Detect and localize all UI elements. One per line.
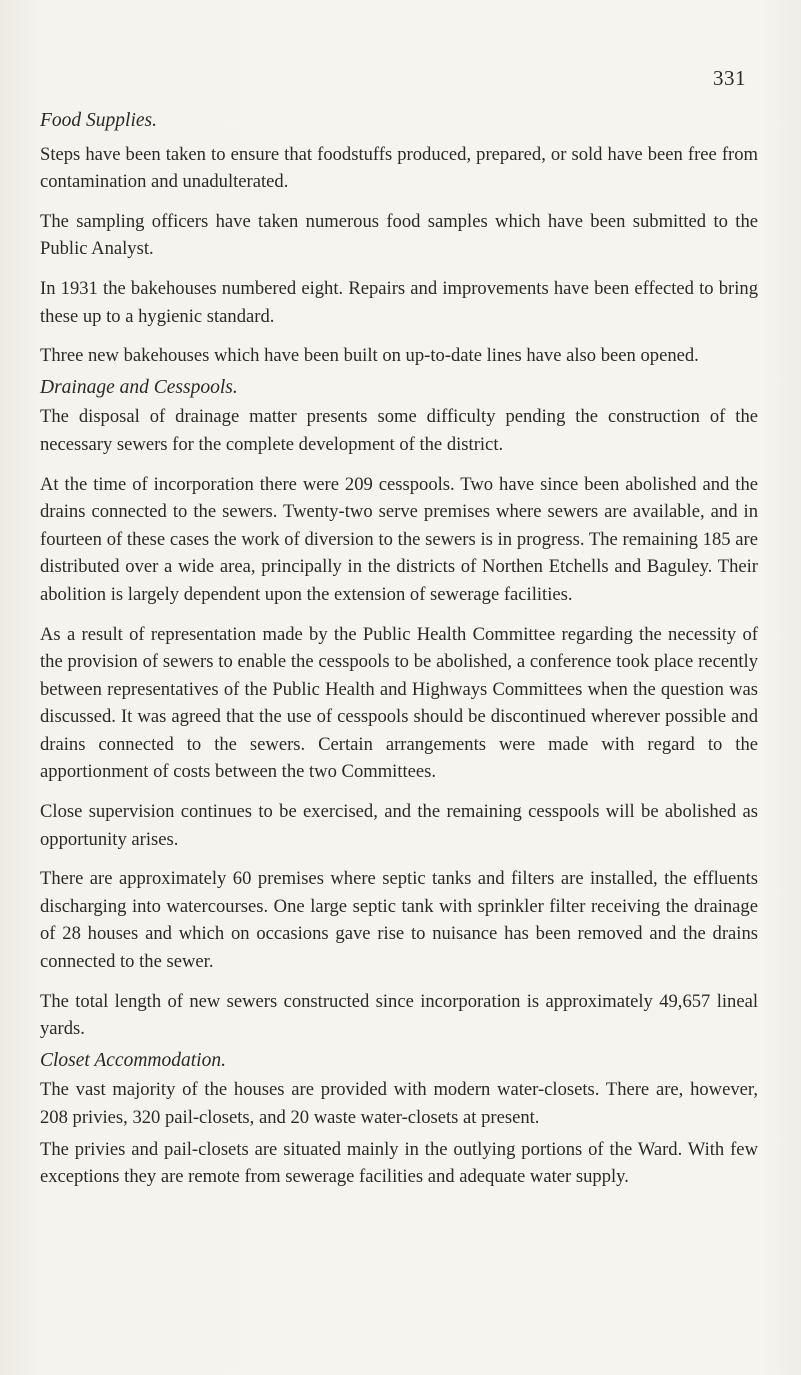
paragraph: The total length of new sewers constructed since incorporation is approximately 49,657 lineal yards. [40,990,758,1040]
paragraph: The vast majority of the houses are provided with modern water-closets. There are, however, 208 privies, 320 pail-closets, and 20 waste water-closets at present. [40,1079,758,1128]
section-heading: Drainage and Cesspools. [40,376,238,398]
paragraph: As a result of representation made by the Public Health Committee regarding the necessity of the provision of sewers to enable the cesspools to be abolished, a conference took place recently between representatives of the Public Health and Highways Committees when the question was discussed. It was agreed that the use of cesspools should be discontinued wherever possible and drains connected to the sewers. Certain arrangements were made with regard to the apportionment of costs between the two Committees. [40,623,758,783]
paragraph: Steps have been taken to ensure that foodstuffs produced, prepared, or sold have been free from contamination and unadulterated. [40,143,758,193]
paragraph: At the time of incorporation there were 209 cesspools. Two have since been abolished and the drains connected to the sewers. Twenty-two serve premises where sewers are available, and in fourteen of these cases the work of diversion to the sewers is in progress. The remaining 185 are distributed over a wide area, principally in the districts of Northen Etchells and Baguley. Their abolition is largely dependent upon the extension of sewerage facilities. [40,473,758,605]
section-heading: Food Supplies. [40,110,157,131]
paragraph: The disposal of drainage matter presents some difficulty pending the construction of the necessary sewers for the complete development of the district. [40,406,758,455]
section-closet-accommodation [40,1047,758,1191]
section-drainage-cesspools [40,374,758,1043]
paragraph: The sampling officers have taken numerous food samples which have been submitted to the Public Analyst. [40,210,758,260]
paragraph: In 1931 the bakehouses numbered eight. Repairs and improvements have been effected to bring these up to a hygienic standard. [40,277,758,327]
paragraph: Three new bakehouses which have been built on up-to-date lines have also been opened. [40,345,699,367]
document-body [40,107,758,1203]
paragraph: There are approximately 60 premises where septic tanks and filters are installed, the effluents discharging into watercourses. One large septic tank with sprinkler filter receiving the drainage of 28 houses and which on occasions gave rise to nuisance has been removed and the drains connected to the sewer. [40,868,758,973]
paragraph: The privies and pail-closets are situated mainly in the outlying portions of the Ward. With few exceptions they are remote from sewerage facilities and adequate water supply. [40,1138,758,1188]
section-heading: Closet Accommodation. [40,1049,226,1071]
page-number: 331 [713,66,746,90]
paragraph: Close supervision continues to be exercised, and the remaining cesspools will be abolished as opportunity arises. [40,801,758,850]
section-food-supplies [40,107,758,370]
